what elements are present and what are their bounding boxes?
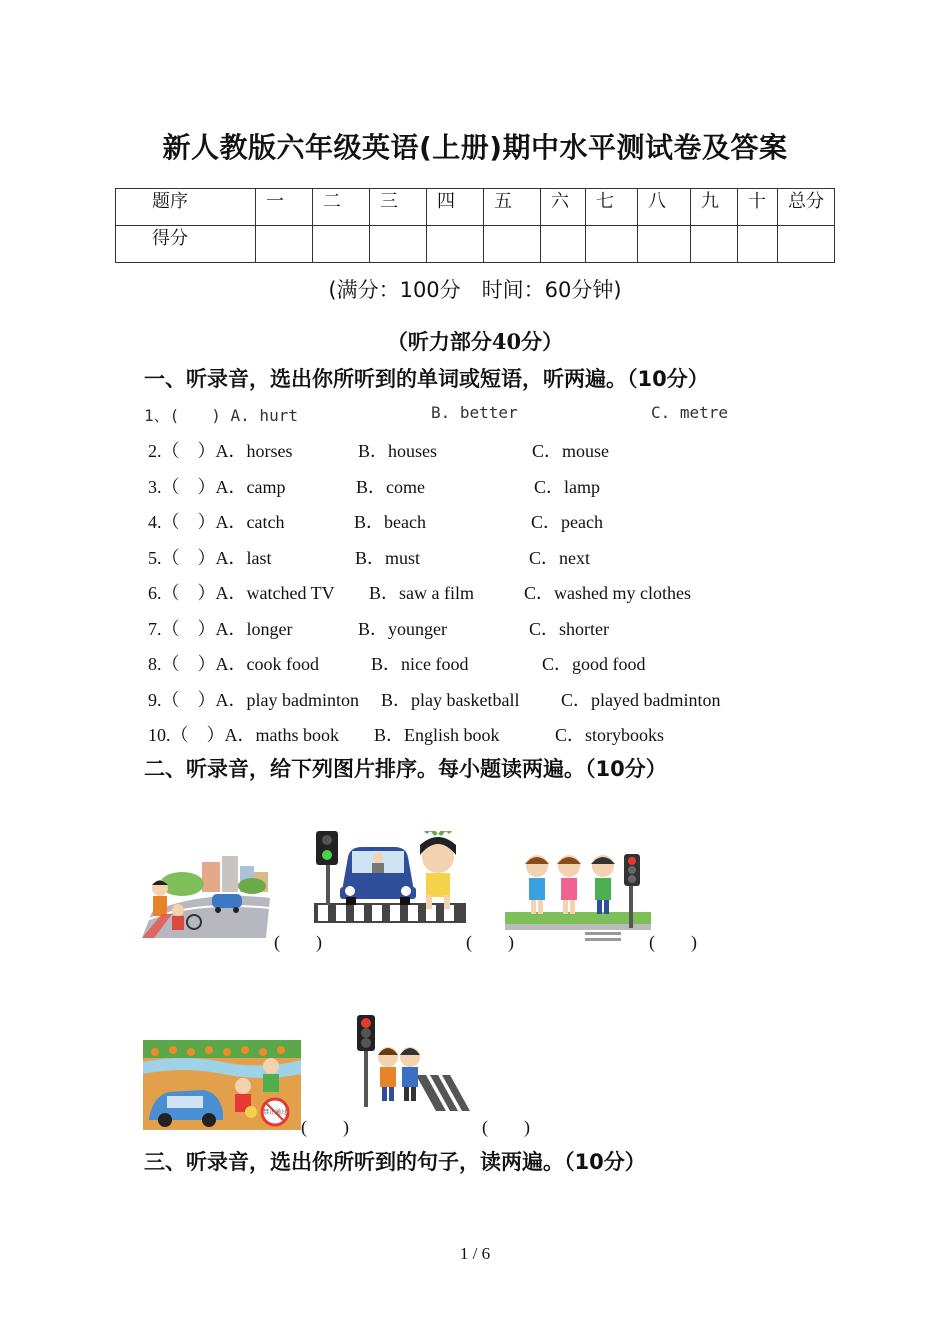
table-cell[interactable] [484,226,541,263]
option-b: B．nice food [371,654,469,674]
section2-heading: 二、听录音，给下列图片排序。每小题读两遍。（10分） [144,757,667,781]
list-item: 5.（ ）A．last [148,548,272,568]
table-cell[interactable] [256,226,313,263]
list-item: 6.（ ）A．watched TV [148,583,335,603]
table-cell[interactable] [778,226,835,263]
table-cell: 八 [638,189,691,226]
table-cell[interactable] [370,226,427,263]
list-item: 10.（ ）A．maths book [148,725,339,745]
answer-blank[interactable]: ( ) [649,932,697,952]
list-item: 7.（ ）A．longer [148,619,293,639]
table-cell: 四 [427,189,484,226]
table-cell: 得分 [116,226,256,263]
option-c: C．played badminton [561,690,721,710]
option-b: B．younger [358,619,447,639]
option-c: C．good food [542,654,646,674]
table-cell[interactable] [691,226,738,263]
table-cell: 九 [691,189,738,226]
section3-heading: 三、听录音，选出你所听到的句子，读两遍。（10分） [144,1150,646,1174]
table-row [116,226,835,263]
table-cell: 十 [738,189,778,226]
answer-blank[interactable]: ( ) [274,932,322,952]
option-b: B．English book [374,725,500,745]
q1-option-c: C. metre [651,403,729,422]
q1-option-b: B. better [431,403,518,422]
option-c: C．lamp [534,477,601,497]
table-cell: 三 [370,189,427,226]
list-item: 8.（ ）A．cook food [148,654,319,674]
listening-heading: （听力部分40分） [386,329,564,354]
page-title: 新人教版六年级英语(上册)期中水平测试卷及答案 [162,131,788,164]
page-number: 1 / 6 [459,1244,491,1263]
exam-info: (满分：100分 时间：60分钟) [328,278,622,302]
answer-blank[interactable]: ( ) [482,1117,530,1137]
table-cell: 总分 [778,189,835,226]
option-b: B．come [356,477,425,497]
list-item: 2.（ ）A．horses [148,441,293,461]
table-cell: 二 [313,189,370,226]
table-cell[interactable] [427,226,484,263]
option-c: C．next [529,548,591,568]
crosswalk-car-image [314,831,466,923]
option-b: B．houses [358,441,438,461]
kids-traffic-light-image [505,852,651,944]
kids-playing-road-image [143,1040,301,1130]
table-cell[interactable] [738,226,778,263]
list-item: 9.（ ）A．play badminton [148,690,359,710]
table-cell[interactable] [638,226,691,263]
option-c: C．shorter [529,619,609,639]
option-c: C．peach [531,512,603,532]
option-c: C．storybooks [555,725,665,745]
section1-heading: 一、听录音，选出你所听到的单词或短语，听两遍。（10分） [144,367,709,391]
table-cell[interactable] [313,226,370,263]
answer-blank[interactable]: ( ) [466,932,514,952]
table-cell: 题序 [116,189,256,226]
table-cell: 五 [484,189,541,226]
option-b: B．play basketball [381,690,520,710]
list-item: 3.（ ）A．camp [148,477,286,497]
option-b: B．beach [354,512,426,532]
table-row [116,189,835,226]
table-cell[interactable] [586,226,638,263]
no-crossing-sign-text: 禁止通过 [262,1109,288,1116]
table-cell[interactable] [541,226,586,263]
option-c: C．washed my clothes [524,583,691,603]
street-scene-image [142,852,272,938]
option-b: B．must [355,548,421,568]
table-cell: 七 [586,189,638,226]
answer-blank[interactable]: ( ) [301,1117,349,1137]
table-cell: 一 [256,189,313,226]
option-c: C．mouse [532,441,610,461]
score-table [115,188,835,263]
option-b: B．saw a film [369,583,474,603]
table-cell: 六 [541,189,586,226]
q1-prompt: 1、( ) A. hurt [144,406,298,425]
list-item: 4.（ ）A．catch [148,512,285,532]
kids-waiting-crosswalk-image [346,1013,472,1113]
